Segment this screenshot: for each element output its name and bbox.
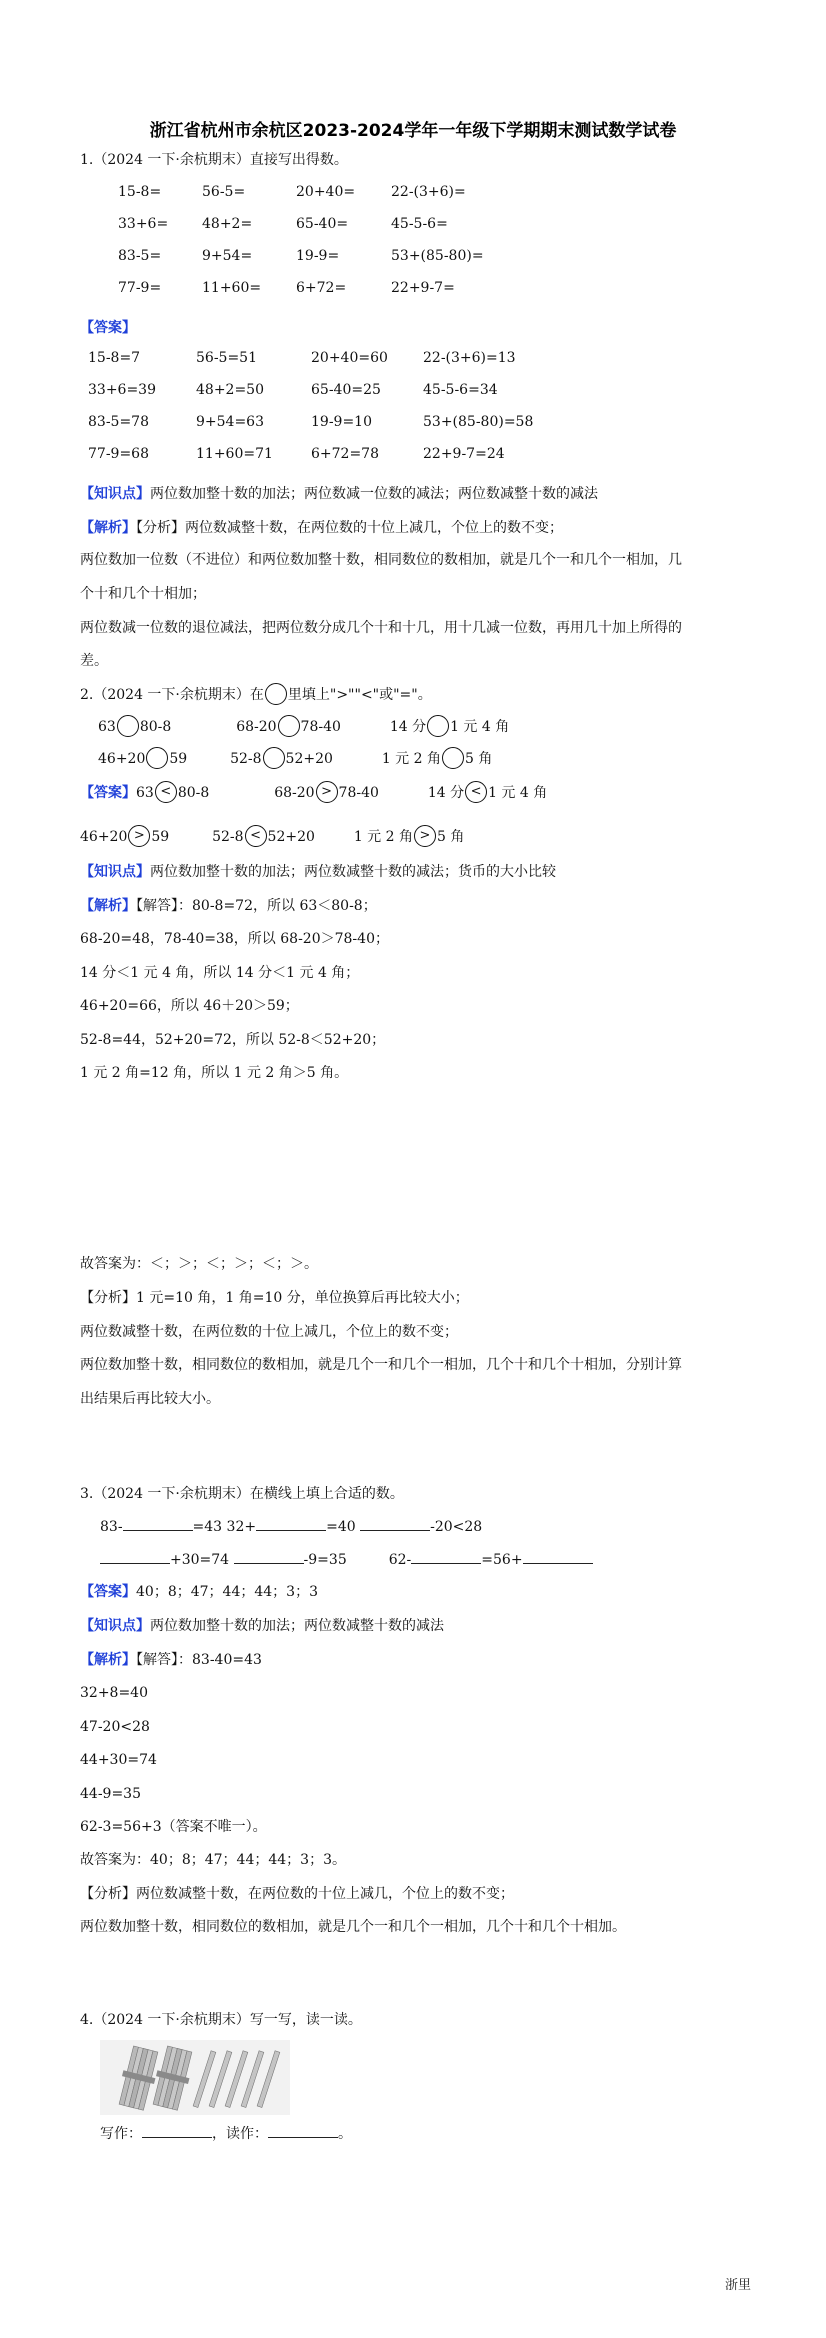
q2-fenxi-line: 【分析】1 元=10 角，1 角=10 分，单位换算后再比较大小； <box>80 1290 469 1306</box>
q2-fenxi-line: 两位数加整十数，相同数位的数相加，就是几个一和几个一相加，几个十和几个十相加，分别计算 <box>80 1357 682 1373</box>
q1-analysis-line: 差。 <box>80 653 108 669</box>
arithmetic-answer: 33+6=39 <box>88 382 156 398</box>
arithmetic-problem: 15-8= <box>118 184 162 200</box>
read-blank[interactable] <box>268 2123 338 2138</box>
arithmetic-problem: 77-9= <box>118 280 162 296</box>
q1-analysis: 【解析】【分析】两位数减整十数，在两位数的十位上减几，个位上的数不变； <box>80 520 563 536</box>
answer-circle: > <box>316 781 338 803</box>
q3-answer: 【答案】40；8；47；44；44；3；3 <box>80 1584 318 1600</box>
counting-sticks-image <box>100 2040 290 2115</box>
arithmetic-problem: 83-5= <box>118 248 162 264</box>
arithmetic-answer: 65-40=25 <box>311 382 381 398</box>
q3-analysis: 【解析】【解答】：83-40=43 <box>80 1652 262 1668</box>
arithmetic-problem: 53+(85-80)= <box>391 248 484 264</box>
arithmetic-problem: 9+54= <box>202 248 253 264</box>
fill-blank[interactable] <box>256 1516 326 1531</box>
arithmetic-answer: 83-5=78 <box>88 414 149 430</box>
q2-answer-row1: 【答案】63 < 80-8 68-20 > 78-40 14 分 < 1 元 4 角 <box>80 782 547 804</box>
q1-analysis-line: 两位数减一位数的退位减法，把两位数分成几个十和十几，用十几减一位数，再用几十加上所得的 <box>80 620 682 636</box>
q1-analysis-line: 两位数加一位数（不进位）和两位数加整十数，相同数位的数相加，就是几个一和几个一相加，几 <box>80 552 682 568</box>
q3-analysis-line: 62-3=56+3（答案不唯一）。 <box>80 1819 267 1835</box>
q3-header: 3.（2024 一下·余杭期末）在横线上填上合适的数。 <box>80 1486 404 1502</box>
q2-header: 2.（2024 一下·余杭期末）在 里填上">""<"或"="。 <box>80 684 432 706</box>
answer-circle: < <box>465 781 487 803</box>
fill-blank[interactable] <box>234 1549 304 1564</box>
q2-analysis: 【解析】【解答】：80-8=72，所以 63＜80-8； <box>80 898 377 914</box>
q2-analysis-line: 68-20=48，78-40=38，所以 68-20＞78-40； <box>80 931 389 947</box>
page-footer: 浙里 <box>724 2278 751 2293</box>
q2-conclusion: 故答案为：＜；＞；＜；＞；＜；＞。 <box>80 1256 318 1272</box>
q4-write-read: 写作： ，读作： 。 <box>100 2123 352 2144</box>
q1-answer-tag: 【答案】 <box>80 320 136 336</box>
compare-circle[interactable] <box>442 747 464 769</box>
answer-circle: < <box>155 781 177 803</box>
q3-knowledge-point: 【知识点】两位数加整十数的加法；两位数减整十数的减法 <box>80 1618 444 1634</box>
fill-blank[interactable] <box>411 1549 481 1564</box>
compare-circle[interactable] <box>117 715 139 737</box>
arithmetic-answer: 11+60=71 <box>196 446 273 462</box>
q1-header: 1.（2024 一下·余杭期末）直接写出得数。 <box>80 152 348 168</box>
q2-analysis-line: 14 分＜1 元 4 角，所以 14 分＜1 元 4 角； <box>80 965 360 981</box>
fill-blank[interactable] <box>123 1516 193 1531</box>
q4-header: 4.（2024 一下·余杭期末）写一写，读一读。 <box>80 2012 362 2028</box>
arithmetic-answer: 77-9=68 <box>88 446 149 462</box>
q2-knowledge-point: 【知识点】两位数加整十数的加法；两位数减整十数的减法；货币的大小比较 <box>80 864 556 880</box>
circle-icon <box>265 683 287 705</box>
arithmetic-answer: 53+(85-80)=58 <box>423 414 534 430</box>
compare-circle[interactable] <box>263 747 285 769</box>
q2-analysis-line: 1 元 2 角=12 角，所以 1 元 2 角＞5 角。 <box>80 1065 349 1081</box>
fill-blank[interactable] <box>523 1549 593 1564</box>
arithmetic-problem: 22+9-7= <box>391 280 455 296</box>
arithmetic-answer: 20+40=60 <box>311 350 388 366</box>
q1-knowledge-point: 【知识点】两位数加整十数的加法；两位数减一位数的减法；两位数减整十数的减法 <box>80 486 598 502</box>
arithmetic-problem: 11+60= <box>202 280 262 296</box>
compare-circle[interactable] <box>146 747 168 769</box>
arithmetic-answer: 48+2=50 <box>196 382 264 398</box>
fill-blank[interactable] <box>100 1549 170 1564</box>
q3-analysis-line: 故答案为：40；8；47；44；44；3；3。 <box>80 1852 346 1868</box>
q3-row2: +30=74 -9=35 62- =56+ <box>100 1549 593 1570</box>
q2-analysis-line: 46+20=66，所以 46＋20＞59； <box>80 998 299 1014</box>
q2-analysis-line: 52-8=44，52+20=72，所以 52-8＜52+20； <box>80 1032 386 1048</box>
arithmetic-answer: 22-(3+6)=13 <box>423 350 516 366</box>
arithmetic-answer: 45-5-6=34 <box>423 382 498 398</box>
arithmetic-answer: 19-9=10 <box>311 414 372 430</box>
arithmetic-problem: 22-(3+6)= <box>391 184 466 200</box>
q3-analysis-line: 32+8=40 <box>80 1685 148 1701</box>
q3-row1: 83- =43 32+ =40 -20<28 <box>100 1516 482 1537</box>
arithmetic-problem: 56-5= <box>202 184 246 200</box>
q3-analysis-line: 47-20<28 <box>80 1719 150 1735</box>
answer-circle: < <box>245 825 267 847</box>
arithmetic-problem: 48+2= <box>202 216 253 232</box>
arithmetic-answer: 56-5=51 <box>196 350 257 366</box>
write-blank[interactable] <box>142 2123 212 2138</box>
arithmetic-problem: 19-9= <box>296 248 340 264</box>
q1-analysis-line: 个十和几个十相加； <box>80 586 206 602</box>
compare-circle[interactable] <box>427 715 449 737</box>
arithmetic-problem: 65-40= <box>296 216 349 232</box>
arithmetic-problem: 33+6= <box>118 216 169 232</box>
q3-analysis-line: 两位数加整十数，相同数位的数相加，就是几个一和几个一相加，几个十和几个十相加。 <box>80 1919 626 1935</box>
fill-blank[interactable] <box>360 1516 430 1531</box>
q2-answer-row2: 46+20 > 59 52-8 < 52+20 1 元 2 角 > 5 角 <box>80 826 464 848</box>
arithmetic-answer: 9+54=63 <box>196 414 264 430</box>
q2-row2: 46+20 59 52-8 52+20 1 元 2 角 5 角 <box>98 748 492 770</box>
arithmetic-problem: 45-5-6= <box>391 216 448 232</box>
answer-circle: > <box>128 825 150 847</box>
arithmetic-problem: 20+40= <box>296 184 356 200</box>
q2-fenxi-line: 出结果后再比较大小。 <box>80 1391 220 1407</box>
compare-circle[interactable] <box>278 715 300 737</box>
page-title: 浙江省杭州市余杭区2023-2024学年一年级下学期期末测试数学试卷 <box>149 121 677 141</box>
arithmetic-problem: 6+72= <box>296 280 347 296</box>
arithmetic-answer: 22+9-7=24 <box>423 446 505 462</box>
arithmetic-answer: 6+72=78 <box>311 446 379 462</box>
q3-analysis-line: 【分析】两位数减整十数，在两位数的十位上减几，个位上的数不变； <box>80 1886 514 1902</box>
q2-row1: 63 80-8 68-20 78-40 14 分 1 元 4 角 <box>98 716 509 738</box>
arithmetic-answer: 15-8=7 <box>88 350 141 366</box>
q2-fenxi-line: 两位数减整十数，在两位数的十位上减几，个位上的数不变； <box>80 1324 458 1340</box>
answer-circle: > <box>414 825 436 847</box>
q3-analysis-line: 44-9=35 <box>80 1786 141 1802</box>
q3-analysis-line: 44+30=74 <box>80 1752 157 1768</box>
